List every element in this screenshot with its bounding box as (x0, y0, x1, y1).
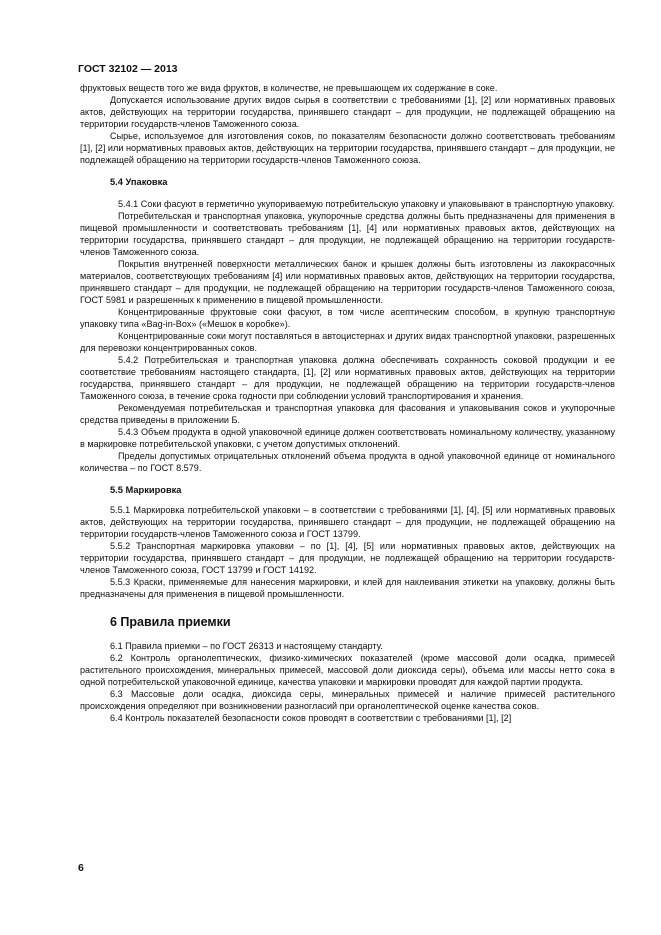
paragraph: Допускается использование других видов сырья в соответствии с требованиями [1], [2] или нормативных правовых актов, действующих на территории государства, принявшего стандарт – для продукции, не подлежащей обращению на территории государств-членов Таможенного союза. (80, 95, 615, 129)
section-heading-5-4: 5.4 Упаковка (110, 177, 168, 187)
paragraph: Пределы допустимых отрицательных отклонений объема продукта в одной упаковочной единице от номинального количества – по ГОСТ 8.579. (80, 451, 615, 473)
section-heading-6: 6 Правила приемки (110, 615, 231, 629)
paragraph: 6.4 Контроль показателей безопасности соков проводят в соответствии с требованиями [1], [2] (110, 713, 512, 723)
paragraph: Рекомендуемая потребительская и транспортная упаковка для фасования и упаковывания соков и укупорочные средства приведены в приложении Б. (80, 403, 615, 425)
paragraph: 5.4.3 Объем продукта в одной упаковочной единице должен соответствовать номинальному количеству, указанному в маркировке потребительской упаковки, с учетом допустимых отклонений. (80, 427, 615, 449)
paragraph: 5.5.1 Маркировка потребительской упаковки – в соответствии с требованиями [1], [4], [5] или нормативных правовых актов, действующих на территории государства, принявшего стандарт – для продукции, не подлежащей обращению на территории государств-членов Таможенного союза и ГОСТ 13799. (80, 505, 615, 539)
paragraph: Концентрированные соки могут поставляться в автоцистернах и других видах транспортной упаковки, разрешенных для перевозки концентрированных соков. (80, 331, 615, 353)
paragraph: Концентрированные фруктовые соки фасуют, в том числе асептическим способом, в крупную транспортную упаковку типа «Bag-in-Box» («Мешок в коробке»). (80, 307, 615, 329)
paragraph: 5.5.2 Транспортная маркировка упаковки – по [1], [4], [5] или нормативных правовых актов, действующих на территории государства, принявшего стандарт – для продукции, не подлежащей обращению на территории государств-членов Таможенного союза, ГОСТ 13799 и ГОСТ 14192. (80, 541, 615, 575)
paragraph: 6.2 Контроль органолептических, физико-химических показателей (кроме массовой доли осадка, примесей растительного происхождения, минеральных примесей, массовой доли диоксида серы), объема или массы нетто сока в одной потребительской упаковочной единице, качества упаковки и маркировки проводят для каждой партии продукта. (80, 653, 615, 687)
paragraph: Сырье, используемое для изготовления соков, по показателям безопасности должно соответствовать требованиям [1], [2] или нормативных правовых актов, действующих на территории государства, принявшего стандарт – для продукции, не подлежащей обращению на территории государств-членов Таможенного союза. (80, 131, 615, 165)
paragraph: 5.5.3 Краски, применяемые для нанесения маркировки, и клей для наклеивания этикетки на упаковку, должны быть предназначены для применения в пищевой промышленности. (80, 577, 615, 599)
paragraph: 5.4.2 Потребительская и транспортная упаковка должна обеспечивать сохранность соковой продукции и ее соответствие требованиям настоящего стандарта, [1], [2] или нормативных правовых актов, действующих на территории государства, принявшего стандарт – для продукции, не подлежащей обращению на территории государств-членов Таможенного союза, в течение срока годности при соблюдении условий транспортирования и хранения. (80, 355, 615, 401)
paragraph: Покрытия внутренней поверхности металлических банок и крышек должны быть изготовлены из лакокрасочных материалов, соответствующих требованиям [4] или нормативных правовых актов, действующих на территории государства, принявшего стандарт – для продукции, не подлежащей обращению на территории государств-членов Таможенного союза, ГОСТ 5981 и разрешенных к применению в пищевой промышленности. (80, 259, 615, 305)
paragraph: фруктовых веществ того же вида фруктов, в количестве, не превышающем их содержание в соке. (80, 83, 498, 93)
page-number: 6 (78, 862, 84, 874)
paragraph: 5.4.1 Соки фасуют в герметично укупориваемую потребительскую упаковку и упаковывают в транспортную упаковку. (118, 199, 615, 209)
document-header: ГОСТ 32102 — 2013 (78, 63, 178, 75)
paragraph: Потребительская и транспортная упаковка, укупорочные средства должны быть предназначены для применения в пищевой промышленности и соответствовать требованиям [1], [4] или нормативных правовых актов, действующих на территории государства, принявшего стандарт – для продукции, не подлежащей обращению на территории государств-членов Таможенного союза. (80, 211, 615, 257)
document-body (80, 82, 615, 724)
paragraph: 6.3 Массовые доли осадка, диоксида серы, минеральных примесей и наличие примесей растительного происхождения определяют при возникновении разногласий при органолептической оценке качества соков. (80, 689, 615, 711)
section-heading-5-5: 5.5 Маркировка (110, 485, 182, 495)
paragraph: 6.1 Правила приемки – по ГОСТ 26313 и настоящему стандарту. (110, 641, 383, 651)
